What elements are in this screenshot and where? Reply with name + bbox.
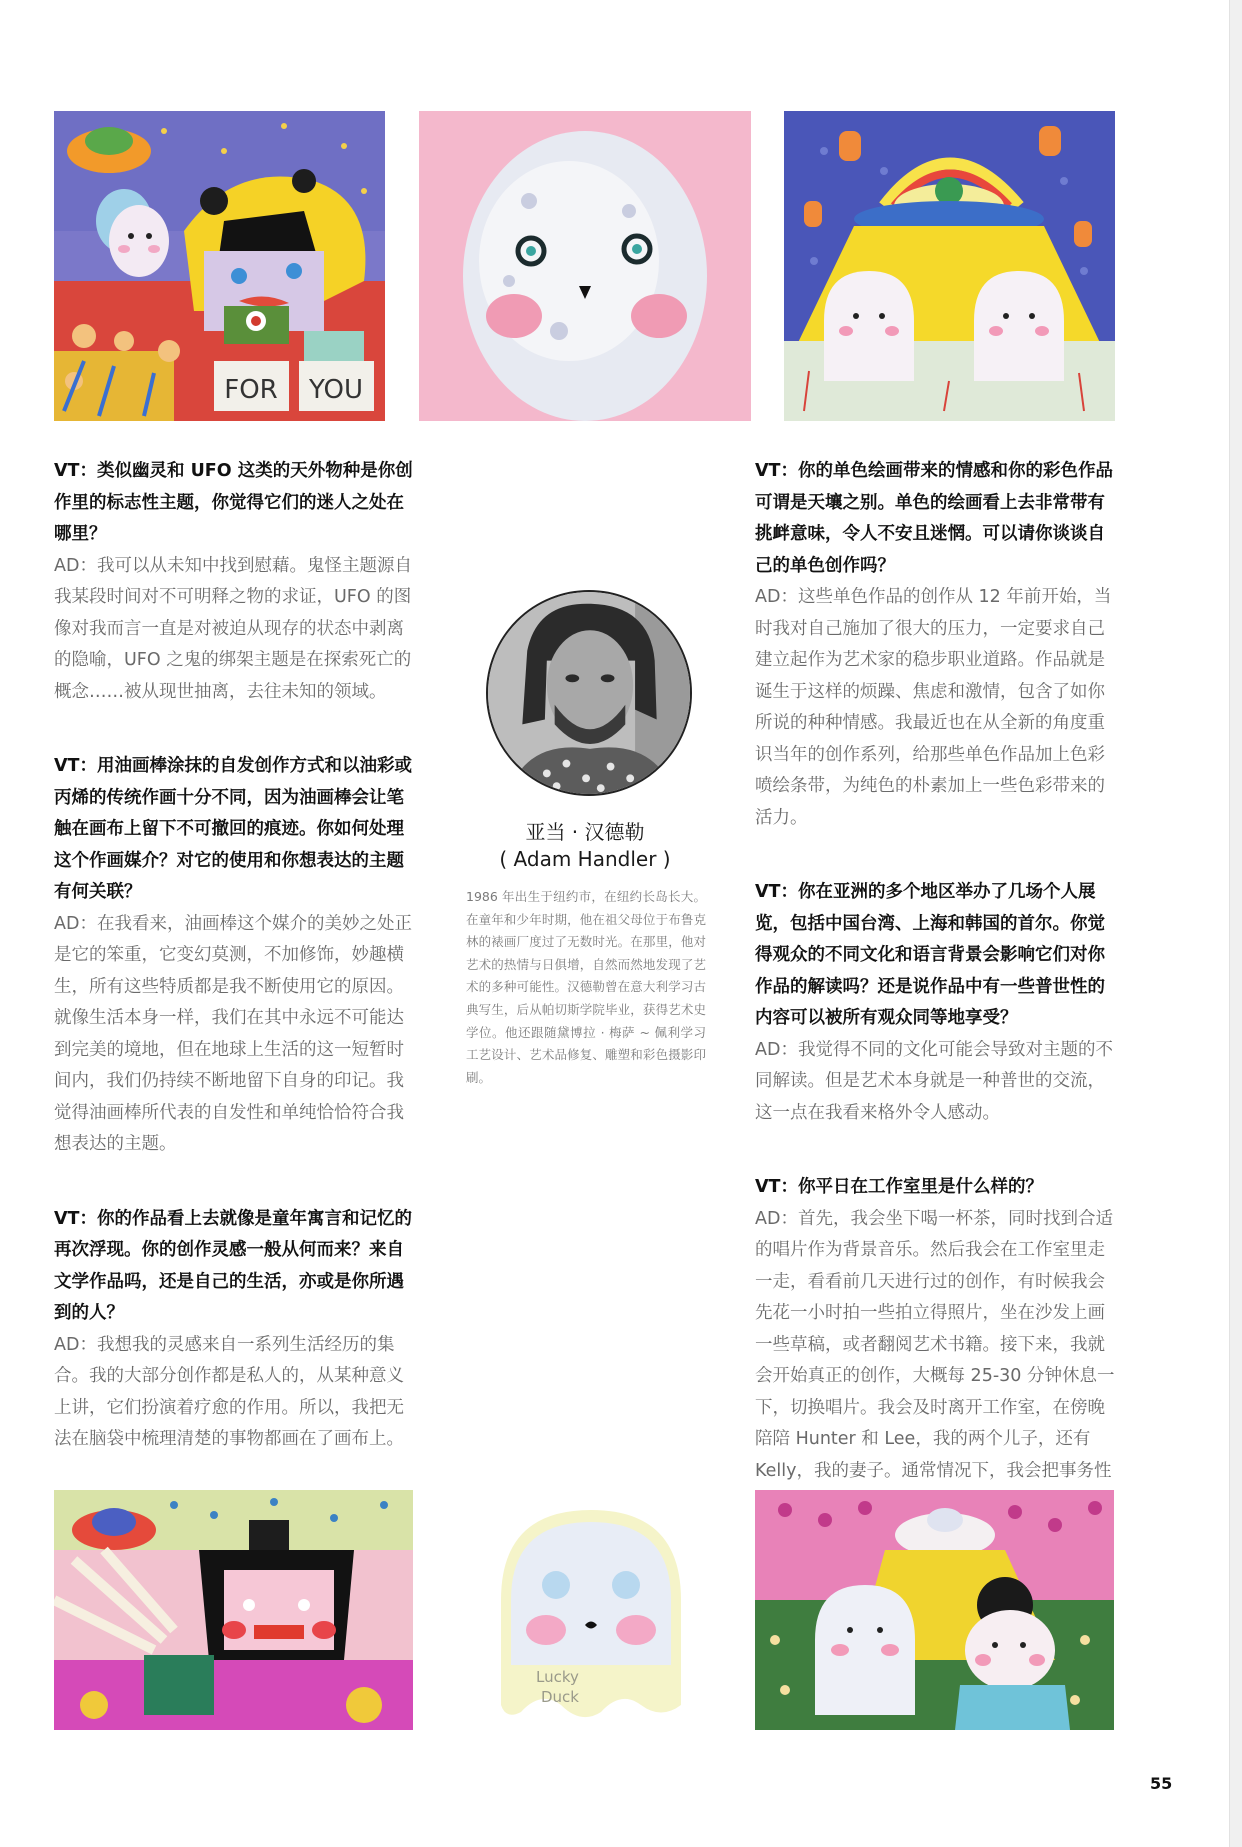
answer-monochrome: AD：这些单色作品的创作从 12 年前开始，当时我对自己施加了很大的压力，一定要求自己建立起作为艺术家的稳步职业道路。作品就是诞生于这样的烦躁、焦虑和激情，包含了如你所说的种种情感。我最近也在从全新的角度重识当年的创作系列，给那些单色作品加上色彩喷绘条带，为纯色的朴素加上一些色彩带来的活力。 [755,587,1112,828]
painting-for-you [54,111,385,421]
answer-ghost-ufo: AD：我可以从未知中找到慰藉。鬼怪主题源自我某段时间对不可明释之物的求证，UFO 的图像对我而言一直是对被迫从现存的状态中剥离的隐喻，UFO 之鬼的绑架主题是在探索死亡的概念……被从现世抽离，去往未知的领域。 [54,555,412,702]
artist-portrait [486,590,692,796]
painting-robot-figure [54,1490,413,1730]
duck-text: Duck [541,1688,579,1706]
lucky-text: Lucky [536,1668,579,1686]
question-oil-stick: VT：用油画棒涂抹的自发创作方式和以油彩或丙烯的传统作画十分不同，因为油画棒会让笔触在画布上留下不可撤回的痕迹。你如何处理这个作画媒介？对它的使用和你想表达的主题有何关联？ [54,756,412,902]
painting-lucky-duck [491,1490,691,1730]
question-ghost-ufo: VT：类似幽灵和 UFO 这类的天外物种是你创作里的标志性主题，你觉得它们的迷人之处在哪里？ [54,461,413,544]
page-number: 55 [1150,1774,1173,1793]
answer-inspiration: AD：我想我的灵感来自一系列生活经历的集合。我的大部分创作都是私人的，从某种意义上讲，它们扮演着疗愈的作用。所以，我把无法在脑袋中梳理清楚的事物都画在了画布上。 [54,1334,404,1449]
sign-for-text: FOR [224,375,278,405]
artist-name-en: ( Adam Handler ) [499,847,671,871]
answer-asia-exhibitions: AD：我觉得不同的文化可能会导致对主题的不同解读。但是艺术本身就是一种普世的交流，这一点在我看来格外令人感动。 [755,1039,1113,1123]
page-edge [1229,0,1242,1847]
question-monochrome: VT：你的单色绘画带来的情感和你的彩色作品可谓是天壤之别。单色的绘画看上去非常带有挑衅意味，令人不安且迷惘。可以请你谈谈自己的单色创作吗？ [755,461,1113,576]
question-asia-exhibitions: VT：你在亚洲的多个地区举办了几场个人展览，包括中国台湾、上海和韩国的首尔。你觉得观众的不同文化和语言背景会影响它们对你作品的解读吗？还是说作品中有一些普世性的内容可以被所有观众同等地享受？ [755,882,1105,1028]
artist-bio: 1986 年出生于纽约市，在纽约长岛长大。在童年和少年时期，他在祖父母位于布鲁克林的裱画厂度过了无数时光。在那里，他对艺术的热情与日俱增，自然而然地发现了艺术的多种可能性。汉德勒曾在意大利学习古典写生，后从帕切斯学院毕业，获得艺术史学位。他还跟随黛博拉 · 梅萨 ~ 佩利学习工艺设计、艺术品修复、雕塑和彩色摄影印刷。 [466,889,706,1085]
artist-name-cn: 亚当 · 汉德勒 [525,820,645,844]
sign-you-text: YOU [309,375,363,405]
painting-yellow-ufo [784,111,1115,421]
painting-ufo-ghosts [755,1490,1114,1730]
answer-studio-day: AD：首先，我会坐下喝一杯茶，同时找到合适的唱片作为背景音乐。然后我会在工作室里走一走，看看前几天进行过的创作，有时候我会先花一小时拍一些拍立得照片，坐在沙发上画一些草稿，或者翻阅艺术书籍。接下来，我就会开始真正的创作，大概每 25-30 分钟休息一下，切换唱片。我会及时离开工作室，在傍晚陪陪 Hunter 和 Lee，我的两个儿子，还有 Kelly，我的妻子。通常情况下，我会把事务性 [755,1208,1115,1481]
left-text-column [54,456,414,1499]
right-text-column [755,456,1115,1562]
question-inspiration: VT：你的作品看上去就像是童年寓言和记忆的再次浮现。你的创作灵感一般从何而来？来自文学作品吗，还是自己的生活，亦或是你所遇到的人？ [54,1208,412,1323]
question-studio-day: VT：你平日在工作室里是什么样的？ [755,1177,1043,1197]
painting-pink-ghost [419,111,751,421]
answer-oil-stick: AD：在我看来，油画棒这个媒介的美妙之处正是它的笨重，它变幻莫测，不加修饰，妙趣横生，所有这些特质都是我不断使用它的原因。就像生活本身一样，我们在其中永远不可能达到完美的境地，但在地球上生活的这一短暂时间内，我们仍持续不断地留下自身的印记。我觉得油画棒所代表的自发性和单纯恰恰符合我想表达的主题。 [54,913,412,1154]
